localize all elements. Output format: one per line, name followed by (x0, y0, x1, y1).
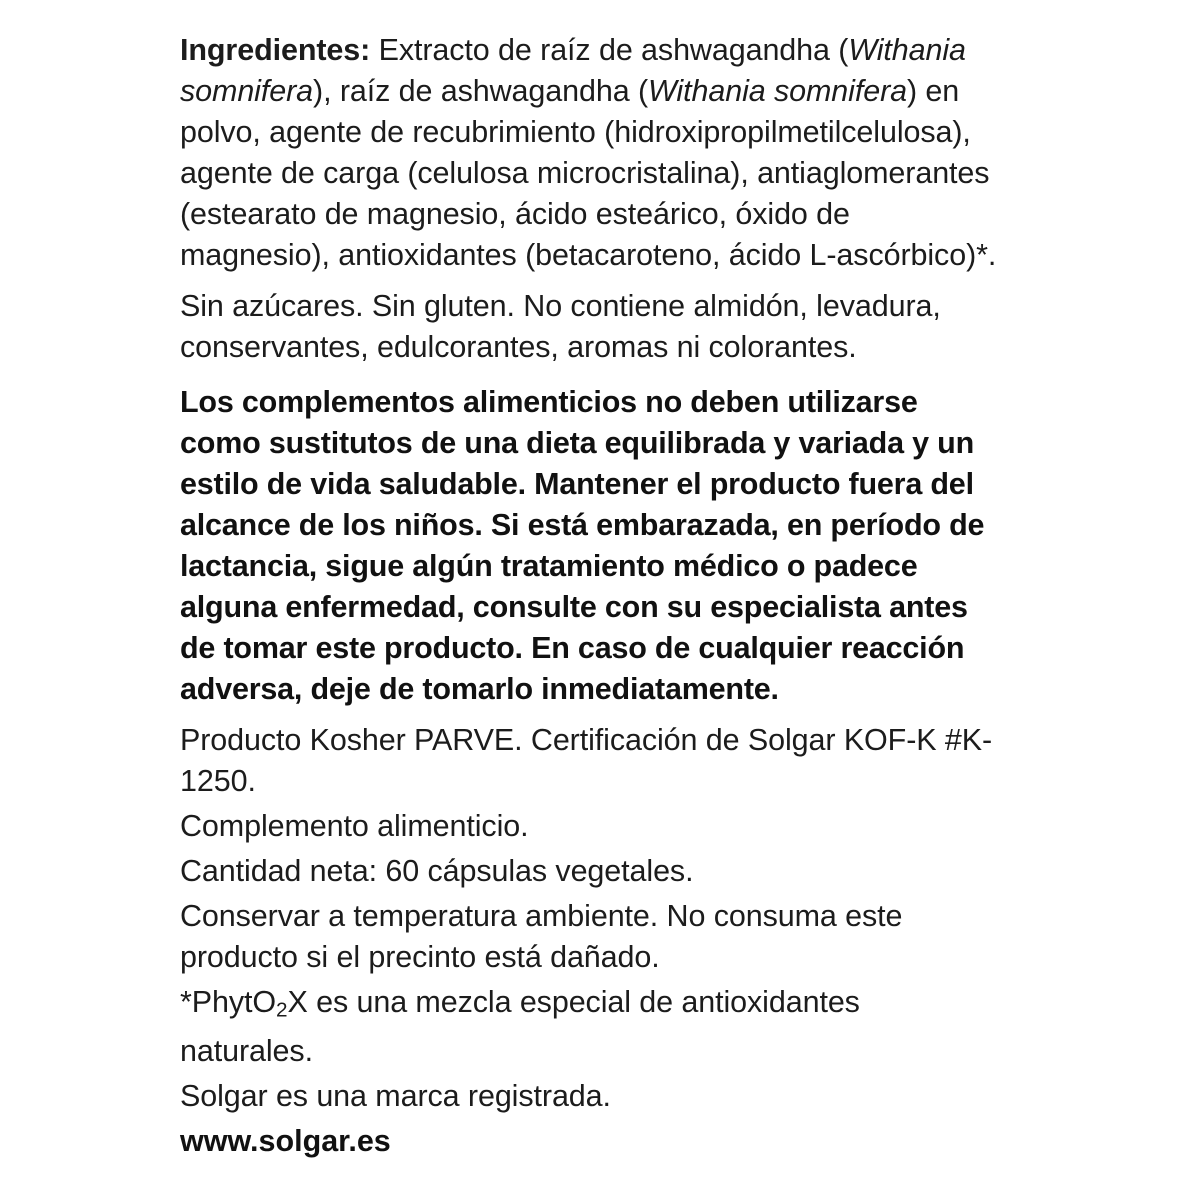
ingredients-block (180, 30, 1000, 276)
storage-block (180, 896, 1000, 978)
supplement-type-block (180, 806, 1000, 847)
trademark-block (180, 1076, 1000, 1117)
free-from-block (180, 286, 1000, 368)
website-url[interactable]: www.solgar.es (180, 1123, 391, 1158)
ingredients-latin-name-2: Withania somnifera (648, 74, 907, 108)
kosher-block (180, 720, 1000, 802)
net-quantity-text: Cantidad neta: 60 cápsulas vegetales. (180, 854, 694, 888)
ingredients-label: Ingredientes: (180, 33, 371, 67)
warning-block (180, 382, 1000, 710)
free-from-text: Sin azúcares. Sin gluten. No contiene almidón, levadura, conservantes, edulcorantes, aromas ni colorantes. (180, 289, 941, 364)
warning-text: Los complementos alimenticios no deben utilizarse como sustitutos de una dieta equilibrada y variada y un estilo de vida saludable. Mantener el producto fuera del alcance de los niños. Si está embarazada, en período de lactancia, sigue algún tratamiento médico o padece alguna enfermedad, consulte con su especialista antes de tomar este producto. En caso de cualquier reacción adversa, deje de tomarlo inmediatamente. (180, 385, 985, 706)
ingredients-text-part-1: Extracto de raíz de ashwagandha ( (370, 33, 849, 67)
net-quantity-block (180, 851, 1000, 892)
phytox-suffix: X es una mezcla especial de antioxidantes naturales. (180, 985, 860, 1068)
ingredients-text-part-3: ) en polvo, agente de recubrimiento (hidroxipropilmetilcelulosa), agente de carga (celulosa microcristalina), antiaglomerantes (estearato de magnesio, ácido esteárico, óxido de magnesio), antioxidantes (betacaroteno, ácido L-ascórbico)*. (180, 74, 997, 272)
spacer-before-warning (180, 372, 1000, 382)
ingredients-paragraph (180, 30, 1000, 276)
phytox-block (180, 982, 1000, 1072)
phytox-footnote (180, 982, 1000, 1072)
phytox-subscript: 2 (276, 998, 288, 1022)
ingredients-latin-name-1: Withania somnifera (180, 33, 966, 108)
kosher-certification-text: Producto Kosher PARVE. Certificación de Solgar KOF-K #K-1250. (180, 723, 993, 798)
storage-instructions-text: Conservar a temperatura ambiente. No consuma este producto si el precinto está dañado. (180, 899, 903, 974)
supplement-type-text: Complemento alimenticio. (180, 809, 529, 843)
phytox-prefix: *PhytO (180, 985, 277, 1019)
trademark-text: Solgar es una marca registrada. (180, 1078, 611, 1113)
website-block (180, 1121, 1000, 1162)
ingredients-text-part-2: ), raíz de ashwagandha ( (313, 74, 649, 108)
